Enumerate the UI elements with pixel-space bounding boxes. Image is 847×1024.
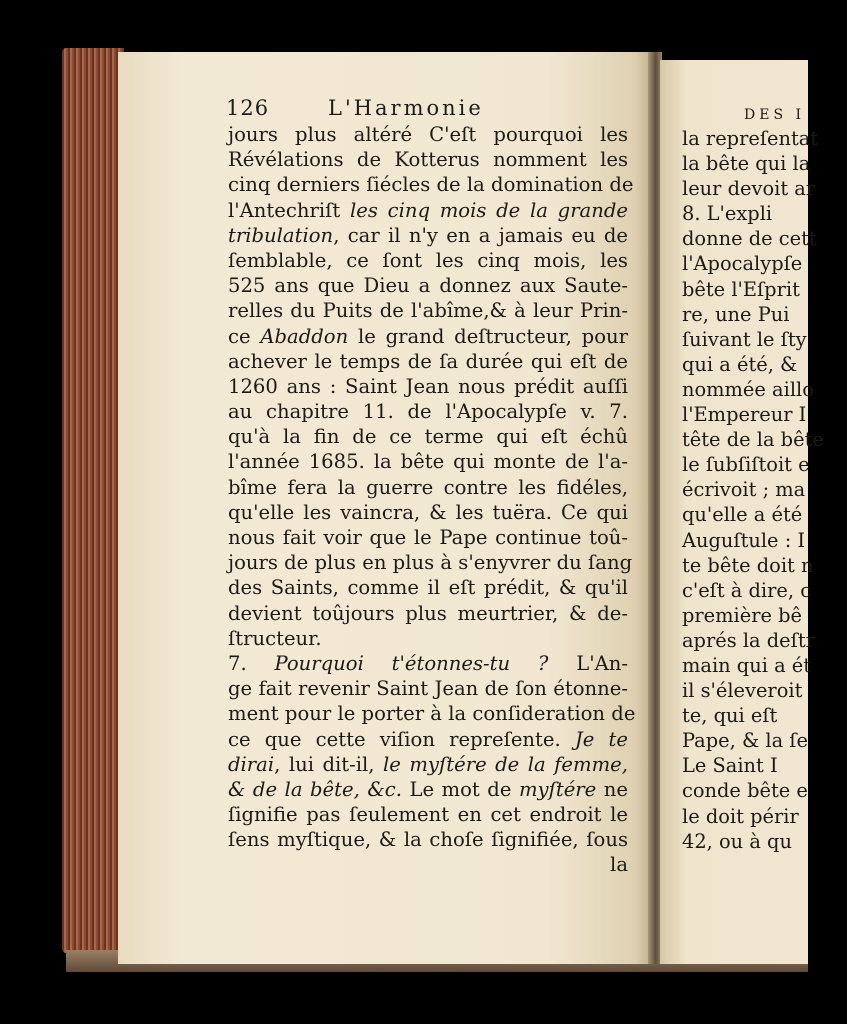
text-line [228,601,628,626]
text-line [228,349,628,374]
text-line [228,626,628,651]
text-segment: Abaddon [260,324,349,348]
text-line: leur devoit ar [682,177,816,201]
text-line: c'eſt à dire, c [682,578,812,602]
text-line: te bête doit n [682,553,814,577]
text-line [228,676,628,701]
text-line [228,701,636,726]
text-line [228,802,628,827]
text-line: te, qui eſt [682,704,778,728]
text-line [228,223,628,248]
text-line [228,827,628,852]
text-line [228,727,628,752]
text-line: qui a été, & [682,352,798,376]
text-line [228,273,628,298]
text-line [228,651,628,676]
text-line [228,550,633,575]
text-segment: nous fait voir que le Pape continue toû- [228,526,628,549]
text-line: bête l'Eſprit [682,277,800,301]
text-line: Pape, & la ſe [682,729,808,753]
page-number: 126 [226,96,270,120]
text-line: l'Apocalypſe [682,252,803,276]
text-segment: & de la bête, &c. [228,777,402,801]
text-segment: myſtére [518,777,597,801]
text-line: première bê [682,603,803,627]
text-segment: devient toûjours plus meurtrier, & de- [228,601,628,625]
text-segment: 525 ans que Dieu a donnez aux Saute- [228,274,628,298]
text-segment: qu'à la fin de ce terme qui eſt échû [228,425,628,449]
text-segment: bîme fera la guerre contre les fidéles, [228,475,628,499]
text-line: re, une Pui [682,302,790,326]
right-page-body [682,104,847,854]
text-segment: Pourquoi t'étonnes-tu ? [274,651,549,675]
text-segment: L'An- [548,651,628,675]
text-segment: ge fait revenir Saint Jean de ſon étonne- [228,677,628,701]
text-segment: le grand deſtructeur, pour [348,324,628,348]
text-segment: Le mot de [401,777,519,801]
text-line [228,525,628,550]
text-line: le ſubſiſtoit e [682,453,810,477]
text-line [228,777,628,802]
text-line [228,147,628,172]
text-line: donne de cett [682,227,817,251]
text-line [228,475,628,500]
text-segment: ce que cette viſion repreſente. [228,727,575,751]
text-segment: Je te [574,727,628,751]
text-line [228,324,628,349]
text-line: le doit périr [682,804,799,828]
text-line: il s'éleveroit [682,679,803,703]
text-line: Le Saint I [682,754,778,778]
text-segment: le myſtére de la femme, [383,752,628,776]
text-line: 8. L'expli [682,202,773,226]
text-segment: jours de plus en plus à s'enyvrer du ſang [228,551,633,575]
text-line: aprés la deſtr [682,628,815,652]
running-title: L'Harmonie [328,96,484,120]
text-segment: l'année 1685. la bête qui monte de l'a- [228,450,628,474]
text-segment: ne [596,777,628,801]
text-segment: les cinq mois de la grande [349,198,628,222]
text-segment: cinq derniers ſiécles de la domination de [228,173,634,197]
text-segment: , lui dit-il, [274,752,383,776]
text-line: la repreſentat [682,127,819,150]
text-line [228,852,628,877]
text-segment: jours plus altéré C'eſt pourquoi les [228,123,628,146]
text-line [228,122,628,147]
text-line [228,752,628,777]
text-line: 42, ou à qu [682,829,792,853]
text-segment: ment pour le porter à la conſideration de [228,702,636,726]
text-segment: ſemblable, ce ſont les cinq mois, les [228,248,628,272]
text-segment: ce [228,324,261,348]
text-line: la bête qui la [682,152,811,176]
text-line [228,500,628,525]
text-segment: 1260 ans : Saint Jean nous prédit auſſi [228,374,628,398]
text-segment: dirai [228,752,275,776]
text-segment: relles du Puits de l'abîme,& à leur Prin- [228,299,628,323]
text-line: conde bête e [682,779,808,803]
text-segment: ſignifie pas ſeulement en cet endroit le [228,803,628,827]
text-line [228,575,628,600]
text-line [228,424,628,449]
text-line [228,449,628,474]
text-line [228,298,628,323]
text-line: tête de la bête [682,428,824,452]
text-segment: , car il n'y en a jamais eu de [333,223,628,247]
text-line [228,172,634,197]
text-segment: tribulation [228,223,334,247]
left-page-body [228,122,636,878]
text-line: nommée aillo [682,377,814,401]
text-line: ſuivant le ſty [682,327,807,351]
text-segment: l'Antechriſt [228,198,350,222]
text-line: Auguſtule : I [682,528,806,552]
text-segment: achever le temps de ſa durée qui eſt de [228,349,628,373]
text-line [228,248,628,273]
page-edges [62,48,124,953]
text-line: l'Empereur I [682,403,807,427]
text-segment: qu'elle les vaincra, & les tuëra. Ce qui [228,500,628,524]
text-segment: Révélations de Kotterus nomment les [228,148,628,172]
text-line [228,399,628,424]
text-line: écrivoit ; ma [682,478,806,502]
text-segment: la [610,853,628,877]
text-line [228,374,628,399]
text-segment: ſens myſtique, & la choſe ſignifiée, ſous [228,828,628,852]
right-running-title: DES I [744,107,806,123]
text-segment: ſtructeur. [228,626,322,650]
text-line: qu'elle a été [682,503,803,527]
text-line [228,198,628,223]
text-segment: 7. [228,651,275,675]
text-segment: des Saints, comme il eſt prédit, & qu'il [228,576,628,600]
text-segment: au chapitre 11. de l'Apocalypſe v. 7. [228,400,628,424]
text-line: main qui a ét [682,653,812,677]
